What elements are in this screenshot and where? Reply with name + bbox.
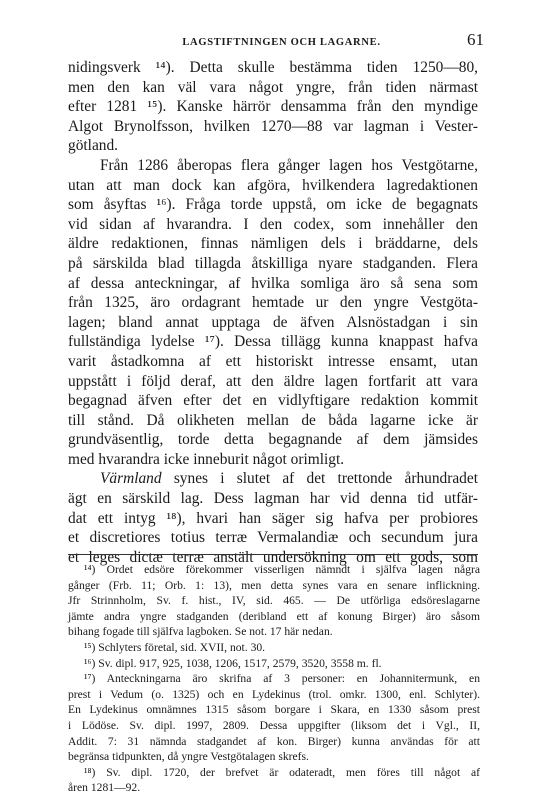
footnote-separator: [68, 554, 478, 555]
footnote-line: ¹⁴) Ordet edsöre förekommer visserligen nämndt i själfva lagen några: [84, 563, 480, 576]
main-text: [68, 58, 478, 567]
footnotes: [68, 562, 480, 796]
footnote-line: ¹⁵) Schlyters företal, sid. XVII, not. 30.: [84, 640, 266, 654]
page-number: 61: [467, 30, 484, 49]
footnote-line: Jfr Strinnholm, Sv. f. hist., IV, sid. 465. — De utförliga edsöreslagarne: [68, 594, 480, 608]
text-line: nidingsverk ¹⁴). Detta skulle bestämma tiden 1250—80,: [68, 59, 478, 76]
text-line-rest: synes i slutet af det trettonde århundradet: [173, 470, 478, 488]
text-line: af dessa anteckningar, af hvilka somliga äro så sena som: [68, 274, 478, 292]
text-line: et discretiores totius terræ Vermalandiæ och secundum jura: [68, 529, 478, 547]
footnote-line: begränsa tidpunkten, då yngre Vestgötalagen skrefs.: [68, 750, 309, 764]
running-title: LAGSTIFTNINGEN OCH LAGARNE.: [182, 37, 381, 48]
footnote-line: gånger (Frb. 11; Orb. 1: 13), men detta synes vara en senare inflickning.: [68, 578, 480, 592]
text-line: till stånd. Då olikheten mellan de båda lagarne icke är: [68, 411, 478, 429]
text-line: på särskilda blad tillagda åtskilliga nyare stadganden. Flera: [68, 254, 478, 272]
footnote-line: ¹⁶) Sv. dipl. 917, 925, 1038, 1206, 1517, 2579, 3520, 3558 m. fl.: [84, 656, 382, 670]
footnote-line: prest i Vedum (o. 1325) och en Lydekinus (trol. omkr. 1300, enl. Schlyter).: [68, 687, 480, 701]
text-line: som åsyftas ¹⁶). Fråga torde uppstå, om icke de begagnats: [68, 196, 478, 214]
text-line-varmland: [68, 469, 478, 489]
footnote-line: ¹⁸) Sv. dipl. 1720, der brefvet är odateradt, men föres till något af: [84, 765, 480, 779]
text-line: dat ett intyg ¹⁸), hvari han säger sig hafva per probiores: [68, 509, 478, 527]
varmland-italic: Värmland: [100, 470, 162, 488]
footnote-line: En Lydekinus omnämnes 1315 såsom borgare i Skara, en 1330 såsom prest: [68, 703, 480, 717]
footnote-line: bihang fogade till själfva lagboken. Se not. 17 här nedan.: [68, 625, 333, 639]
text-line: begagnad äfven efter det en vidlyftigare redaktion kommit: [68, 392, 478, 410]
text-line: varit åstadkomna af ett historiskt intresse ensamt, utan: [68, 352, 478, 370]
text-line: Algot Brynolfsson, hvilken 1270—88 var lagman i Vester-: [68, 117, 478, 135]
text-line: Från 1286 åberopas flera gånger lagen hos Vestgötarne,: [100, 156, 478, 174]
text-line: utan att man dock kan afgöra, hvilkendera lagredaktionen: [68, 176, 478, 194]
text-line: götland.: [68, 137, 119, 155]
footnote-line: i Lödöse. Sv. dipl. 1997, 2809. Dessa uppgifter (liksom det i Vgl., II,: [68, 718, 480, 732]
page-header: [68, 30, 484, 50]
text-line: äldre redaktionen, finnas nämligen dels i bräddarne, dels: [68, 235, 478, 253]
text-line: uppstått i följd deraf, att den äldre lagen fortfarit att vara: [68, 372, 478, 390]
text-line: et leges dictæ terræ anstält undersökning om ett gods, som: [68, 548, 478, 566]
text-line: vid sidan af hvarandra. I den codex, som innehåller den: [68, 215, 478, 233]
footnote-line: jämte andra yngre stadganden (deribland ett af konung Birger) äro såsom: [68, 609, 480, 623]
footnote-line: Addit. 7: 31 nämnda stadgandet af kon. Birger) kunna användas för att: [68, 734, 480, 748]
text-line: fullständiga lydelse ¹⁷). Dessa tillägg kunna knappast hafva: [68, 333, 478, 351]
text-line: efter 1281 ¹⁵). Kanske härrör densamma från den myndige: [68, 98, 478, 116]
text-line: från 1325, äro ordagrant hemtade ur den yngre Vestgöta-: [68, 294, 478, 312]
footnote-line: åren 1281—92.: [68, 781, 141, 795]
text-line: ägt en särskild lag. Dess lagman har vid denna tid utfär-: [68, 490, 478, 508]
footnote-line: ¹⁷) Anteckningarna äro skrifna af 3 personer: en Johannitermunk, en: [84, 672, 480, 686]
text-line: men den kan väl vara något yngre, från tiden närmast: [68, 78, 478, 96]
text-line: grundväsentlig, torde detta begagnande af dem jämsides: [68, 431, 478, 449]
text-line: lagen; bland annat upptaga de äfven Alsnöstadgan i sin: [68, 313, 478, 331]
text-line: med hvarandra icke inneburit något orimligt.: [68, 450, 345, 468]
